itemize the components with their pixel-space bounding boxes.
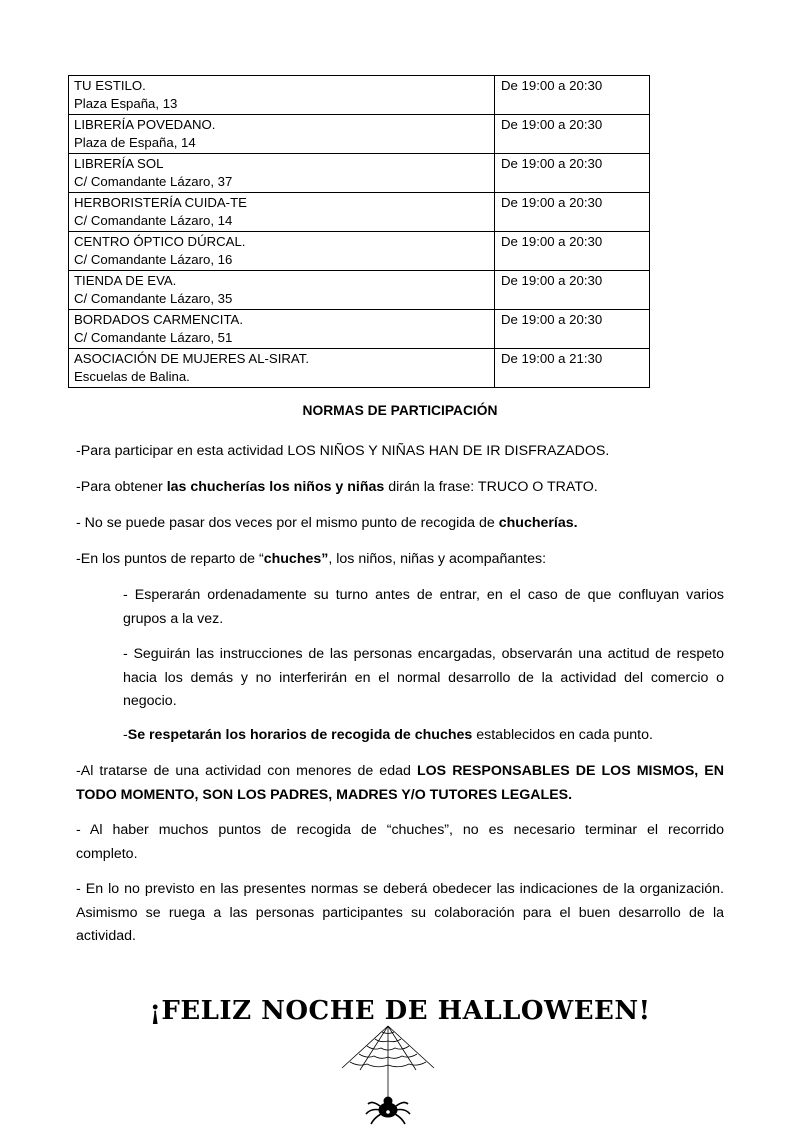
rule-wait-turn <box>123 584 724 631</box>
rule-line: grupos a la vez. <box>123 610 224 627</box>
rule-text: , los niños, niñas y acompañantes: <box>328 551 547 567</box>
table-row <box>69 310 650 349</box>
place-cell <box>69 154 495 193</box>
table-row <box>69 154 650 193</box>
place-name: HERBORISTERÍA CUIDA-TE <box>74 195 247 210</box>
rule-single-visit <box>76 512 724 536</box>
hours-cell: De 19:00 a 20:30 <box>495 193 650 232</box>
place-name: CENTRO ÓPTICO DÚRCAL. <box>74 234 246 249</box>
place-cell <box>69 232 495 271</box>
place-address: C/ Comandante Lázaro, 16 <box>74 252 233 267</box>
rule-responsibility <box>76 760 724 807</box>
rule-line: hacia los demás y no interferirán en el normal desarrollo de la actividad del comercio o <box>123 669 724 686</box>
place-cell <box>69 349 495 388</box>
rule-bold-text: Se respetarán los horarios de recogida de chuches <box>127 727 473 743</box>
rule-line: - En lo no previsto en las presentes normas se deberá obedecer las indicaciones de la organización. <box>76 881 724 897</box>
rule-route <box>76 819 724 866</box>
place-cell <box>69 76 495 115</box>
rule-text: -En los puntos de reparto de “ <box>76 551 264 567</box>
hours-cell: De 19:00 a 20:30 <box>495 76 650 115</box>
rule-bold-text: LOS RESPONSABLES DE LOS MISMOS, EN <box>416 763 725 779</box>
rule-bold-text: las chucherías los niños y niñas <box>166 479 385 495</box>
rule-text: - <box>123 727 128 743</box>
hours-cell: De 19:00 a 20:30 <box>495 232 650 271</box>
table-row <box>69 76 650 115</box>
rule-line: Asimismo se ruega a las personas participantes su colaboración para el buen desarrollo de la <box>76 904 724 921</box>
place-name: ASOCIACIÓN DE MUJERES AL-SIRAT. <box>74 351 309 366</box>
rule-follow-instructions <box>123 643 724 714</box>
place-address: Escuelas de Balina. <box>74 369 190 384</box>
place-name: BORDADOS CARMENCITA. <box>74 312 244 327</box>
rule-line: completo. <box>76 845 138 862</box>
rule-text: -Al tratarse de una actividad con menores de edad <box>76 763 417 779</box>
hours-cell: De 19:00 a 21:30 <box>495 349 650 388</box>
table-row <box>69 193 650 232</box>
place-name: LIBRERÍA POVEDANO. <box>74 117 216 132</box>
place-name: TU ESTILO. <box>74 78 146 93</box>
pickup-points-body <box>69 76 650 388</box>
place-address: C/ Comandante Lázaro, 35 <box>74 291 233 306</box>
place-address: C/ Comandante Lázaro, 51 <box>74 330 233 345</box>
place-name: TIENDA DE EVA. <box>74 273 177 288</box>
pickup-points-table <box>68 75 650 388</box>
place-cell <box>69 310 495 349</box>
rule-text: dirán la frase: TRUCO O TRATO. <box>384 479 598 495</box>
rule-line: - Seguirán las instrucciones de las personas encargadas, observarán una actitud de respeto <box>123 646 724 662</box>
place-address: Plaza España, 13 <box>74 96 178 111</box>
table-row <box>69 115 650 154</box>
rules-title: NORMAS DE PARTICIPACIÓN <box>302 403 498 418</box>
rule-respect-hours <box>123 724 724 748</box>
rule-bold-text: chuches” <box>263 551 329 567</box>
place-address: C/ Comandante Lázaro, 37 <box>74 174 233 189</box>
rule-bold-text: chucherías. <box>498 515 578 531</box>
rule-text: - No se puede pasar dos veces por el mismo punto de recogida de <box>76 515 499 531</box>
rule-trick-or-treat <box>76 476 724 500</box>
place-cell <box>69 271 495 310</box>
place-name: LIBRERÍA SOL <box>74 156 164 171</box>
rule-line: - Esperarán ordenadamente su turno antes de entrar, en el caso de que confluyan varios <box>123 587 724 603</box>
hours-cell: De 19:00 a 20:30 <box>495 310 650 349</box>
rule-text: establecidos en cada punto. <box>472 727 653 743</box>
place-cell <box>69 115 495 154</box>
spider-web-icon <box>338 1024 438 1134</box>
rule-distribution-points <box>76 548 724 572</box>
rule-line: - Al haber muchos puntos de recogida de “chuches”, no es necesario terminar el recorrido <box>76 822 724 838</box>
hours-cell: De 19:00 a 20:30 <box>495 271 650 310</box>
rule-costume <box>76 440 724 464</box>
table-row <box>69 232 650 271</box>
rule-line: negocio. <box>123 693 177 709</box>
halloween-greeting: ¡FELIZ NOCHE DE HALLOWEEN! <box>149 996 651 1026</box>
table-row <box>69 271 650 310</box>
table-row <box>69 349 650 388</box>
rule-bold-line: TODO MOMENTO, SON LOS PADRES, MADRES Y/O TUTORES LEGALES. <box>76 786 573 803</box>
rule-organization <box>76 878 724 949</box>
rule-line <box>76 760 724 784</box>
rule-text: -Para obtener <box>76 479 167 495</box>
place-address: C/ Comandante Lázaro, 14 <box>74 213 233 228</box>
place-address: Plaza de España, 14 <box>74 135 196 150</box>
hours-cell: De 19:00 a 20:30 <box>495 154 650 193</box>
rule-text: -Para participar en esta actividad LOS NIÑOS Y NIÑAS HAN DE IR DISFRAZADOS. <box>76 443 610 459</box>
place-cell <box>69 193 495 232</box>
hours-cell: De 19:00 a 20:30 <box>495 115 650 154</box>
rule-line: actividad. <box>76 928 136 944</box>
